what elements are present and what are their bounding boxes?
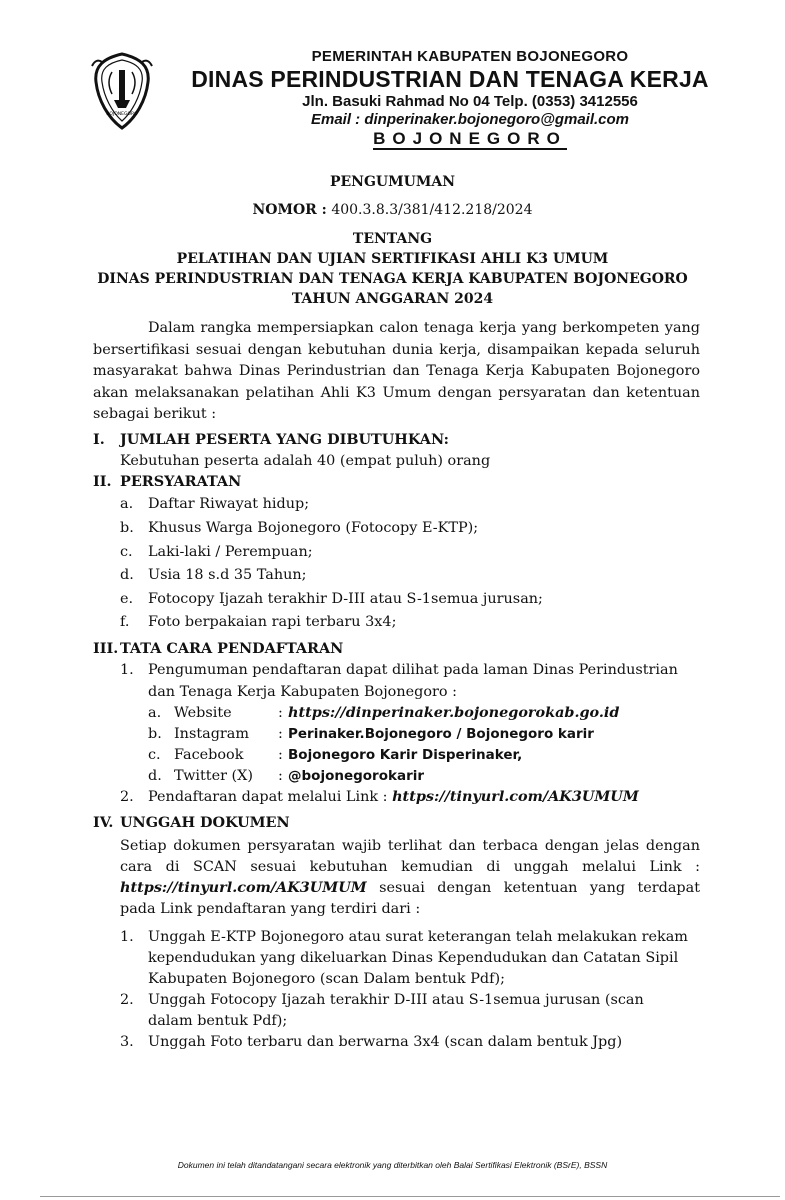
section2-title: PERSYARATAN [120, 473, 242, 490]
section3-item1-line2: dan Tenaga Kerja Kabupaten Bojonegoro : [148, 684, 457, 700]
upload-item-number: 2. [120, 992, 134, 1008]
channel-letter: c. [148, 747, 161, 763]
section4-line4: pada Link pendaftaran yang terdiri dari : [120, 901, 421, 917]
list-item: c. [120, 544, 133, 560]
letterhead-agency: DINAS PERINDUSTRIAN DAN TENAGA KERJA [191, 66, 709, 92]
requirement-text: Fotocopy Ijazah terakhir D-III atau S-1semua jurusan; [148, 591, 543, 607]
upload-item-text: Unggah Fotocopy Ijazah terakhir D-III atau S-1semua jurusan (scan [148, 992, 644, 1008]
section3-item1-number: 1. [120, 662, 134, 678]
section3-item1-line1: Pengumuman pendaftaran dapat dilihat pada laman Dinas Perindustrian [148, 662, 678, 678]
section3-number: III. [93, 640, 119, 657]
instagram-value: Perinaker.Bojonegoro / Bojonegoro karir [288, 726, 594, 742]
seal-text: BOJONEGORO [106, 112, 138, 117]
letterhead [150, 48, 750, 149]
list-item: a. [120, 496, 134, 512]
about-label: TENTANG [352, 231, 433, 247]
channel-label: Facebook [174, 747, 244, 763]
website-link[interactable]: https://dinperinaker.bojonegorokab.go.id [288, 704, 620, 721]
regency-seal-logo [90, 52, 154, 130]
channel-letter: a. [148, 705, 162, 721]
requirement-text: Laki-laki / Perempuan; [148, 544, 313, 560]
section2-number: II. [93, 473, 112, 490]
upload-item-number: 1. [120, 929, 134, 945]
channel-letter: d. [148, 768, 162, 784]
list-item: e. [120, 591, 134, 607]
e-signature-footer: Dokumen ini telah ditandatangani secara elektronik yang diterbitkan oleh Balai Sertifikasi Elektronik (BSrE), BSSN [177, 1160, 608, 1170]
channel-colon: : [278, 726, 283, 742]
intro-paragraph: Dalam rangka mempersiapkan calon tenaga kerja yang berkompeten yang bersertifikasi sesuai dengan kebutuhan dunia kerja, disampaikan kepada seluruh masyarakat bahwa Dinas Perindustrian dan Tenaga Kerja Kabupaten Bojonegoro akan melaksanakan pelatihan Ahli K3 Umum dengan persyaratan dan ketentuan sebagai berikut : [93, 320, 700, 422]
letterhead-city: BOJONEGORO [373, 129, 567, 148]
channel-colon: : [278, 768, 283, 784]
facebook-value: Bojonegoro Karir Disperinaker, [288, 747, 523, 763]
channel-colon: : [278, 747, 283, 763]
list-item: d. [120, 567, 134, 583]
channel-label: Instagram [174, 726, 250, 742]
channel-colon: : [278, 705, 283, 721]
registration-link[interactable]: https://tinyurl.com/AK3UMUM [392, 788, 639, 805]
section4-line1: Setiap dokumen persyaratan wajib terlihat dan terbaca dengan jelas dengan [120, 838, 700, 854]
section3-item2: Pendaftaran dapat melalui Link : https://tinyurl.com/AK3UMUM [148, 788, 639, 805]
requirement-text: Foto berpakaian rapi terbaru 3x4; [148, 614, 397, 630]
page-divider [40, 1196, 780, 1197]
section1-number: I. [93, 431, 105, 448]
section4-line2: cara di SCAN sesuai kebutuhan kemudian di unggah melalui Link : [120, 859, 700, 875]
section1-text: Kebutuhan peserta adalah 40 (empat puluh) orang [120, 453, 491, 469]
section3-item2-number: 2. [120, 789, 134, 805]
channel-label: Twitter (X) [174, 768, 254, 784]
announcement-number: NOMOR : 400.3.8.3/381/412.218/2024 [252, 202, 533, 218]
upload-item-text: dalam bentuk Pdf); [148, 1013, 288, 1029]
channel-letter: b. [148, 726, 162, 742]
subject-line-3: TAHUN ANGGARAN 2024 [291, 291, 494, 307]
upload-item-text: Unggah Foto terbaru dan berwarna 3x4 (scan dalam bentuk Jpg) [148, 1034, 623, 1050]
upload-link[interactable]: https://tinyurl.com/AK3UMUM [120, 879, 367, 896]
requirement-text: Daftar Riwayat hidup; [148, 496, 310, 512]
channel-label: Website [174, 705, 232, 721]
requirement-text: Khusus Warga Bojonegoro (Fotocopy E-KTP); [148, 520, 479, 536]
section1-title: JUMLAH PESERTA YANG DIBUTUHKAN: [120, 431, 449, 448]
subject-line-2: DINAS PERINDUSTRIAN DAN TENAGA KERJA KABUPATEN BOJONEGORO [97, 271, 688, 287]
section4-number: IV. [93, 814, 114, 831]
twitter-value: @bojonegorokarir [288, 768, 425, 784]
section3-title: TATA CARA PENDAFTARAN [120, 640, 344, 657]
upload-item-text: kependudukan yang dikeluarkan Dinas Kependudukan dan Catatan Sipil [148, 950, 679, 966]
subject-line-1: PELATIHAN DAN UJIAN SERTIFIKASI AHLI K3 UMUM [176, 251, 609, 267]
letterhead-email: Email : dinperinaker.bojonegoro@gmail.com [310, 111, 630, 128]
letterhead-government: PEMERINTAH KABUPATEN BOJONEGORO [311, 48, 629, 65]
announcement-heading: PENGUMUMAN [329, 174, 456, 190]
requirement-text: Usia 18 s.d 35 Tahun; [148, 567, 307, 583]
list-item: b. [120, 520, 134, 536]
upload-item-text: Kabupaten Bojonegoro (scan Dalam bentuk Pdf); [148, 971, 505, 987]
letterhead-address: Jln. Basuki Rahmad No 04 Telp. (0353) 3412556 [302, 93, 638, 110]
upload-item-text: Unggah E-KTP Bojonegoro atau surat keterangan telah melakukan rekam [148, 929, 688, 945]
section4-title: UNGGAH DOKUMEN [120, 814, 290, 831]
section4-line3: https://tinyurl.com/AK3UMUM sesuai dengan ketentuan yang terdapat [120, 879, 701, 896]
list-item: f. [120, 614, 130, 630]
upload-item-number: 3. [120, 1034, 134, 1050]
